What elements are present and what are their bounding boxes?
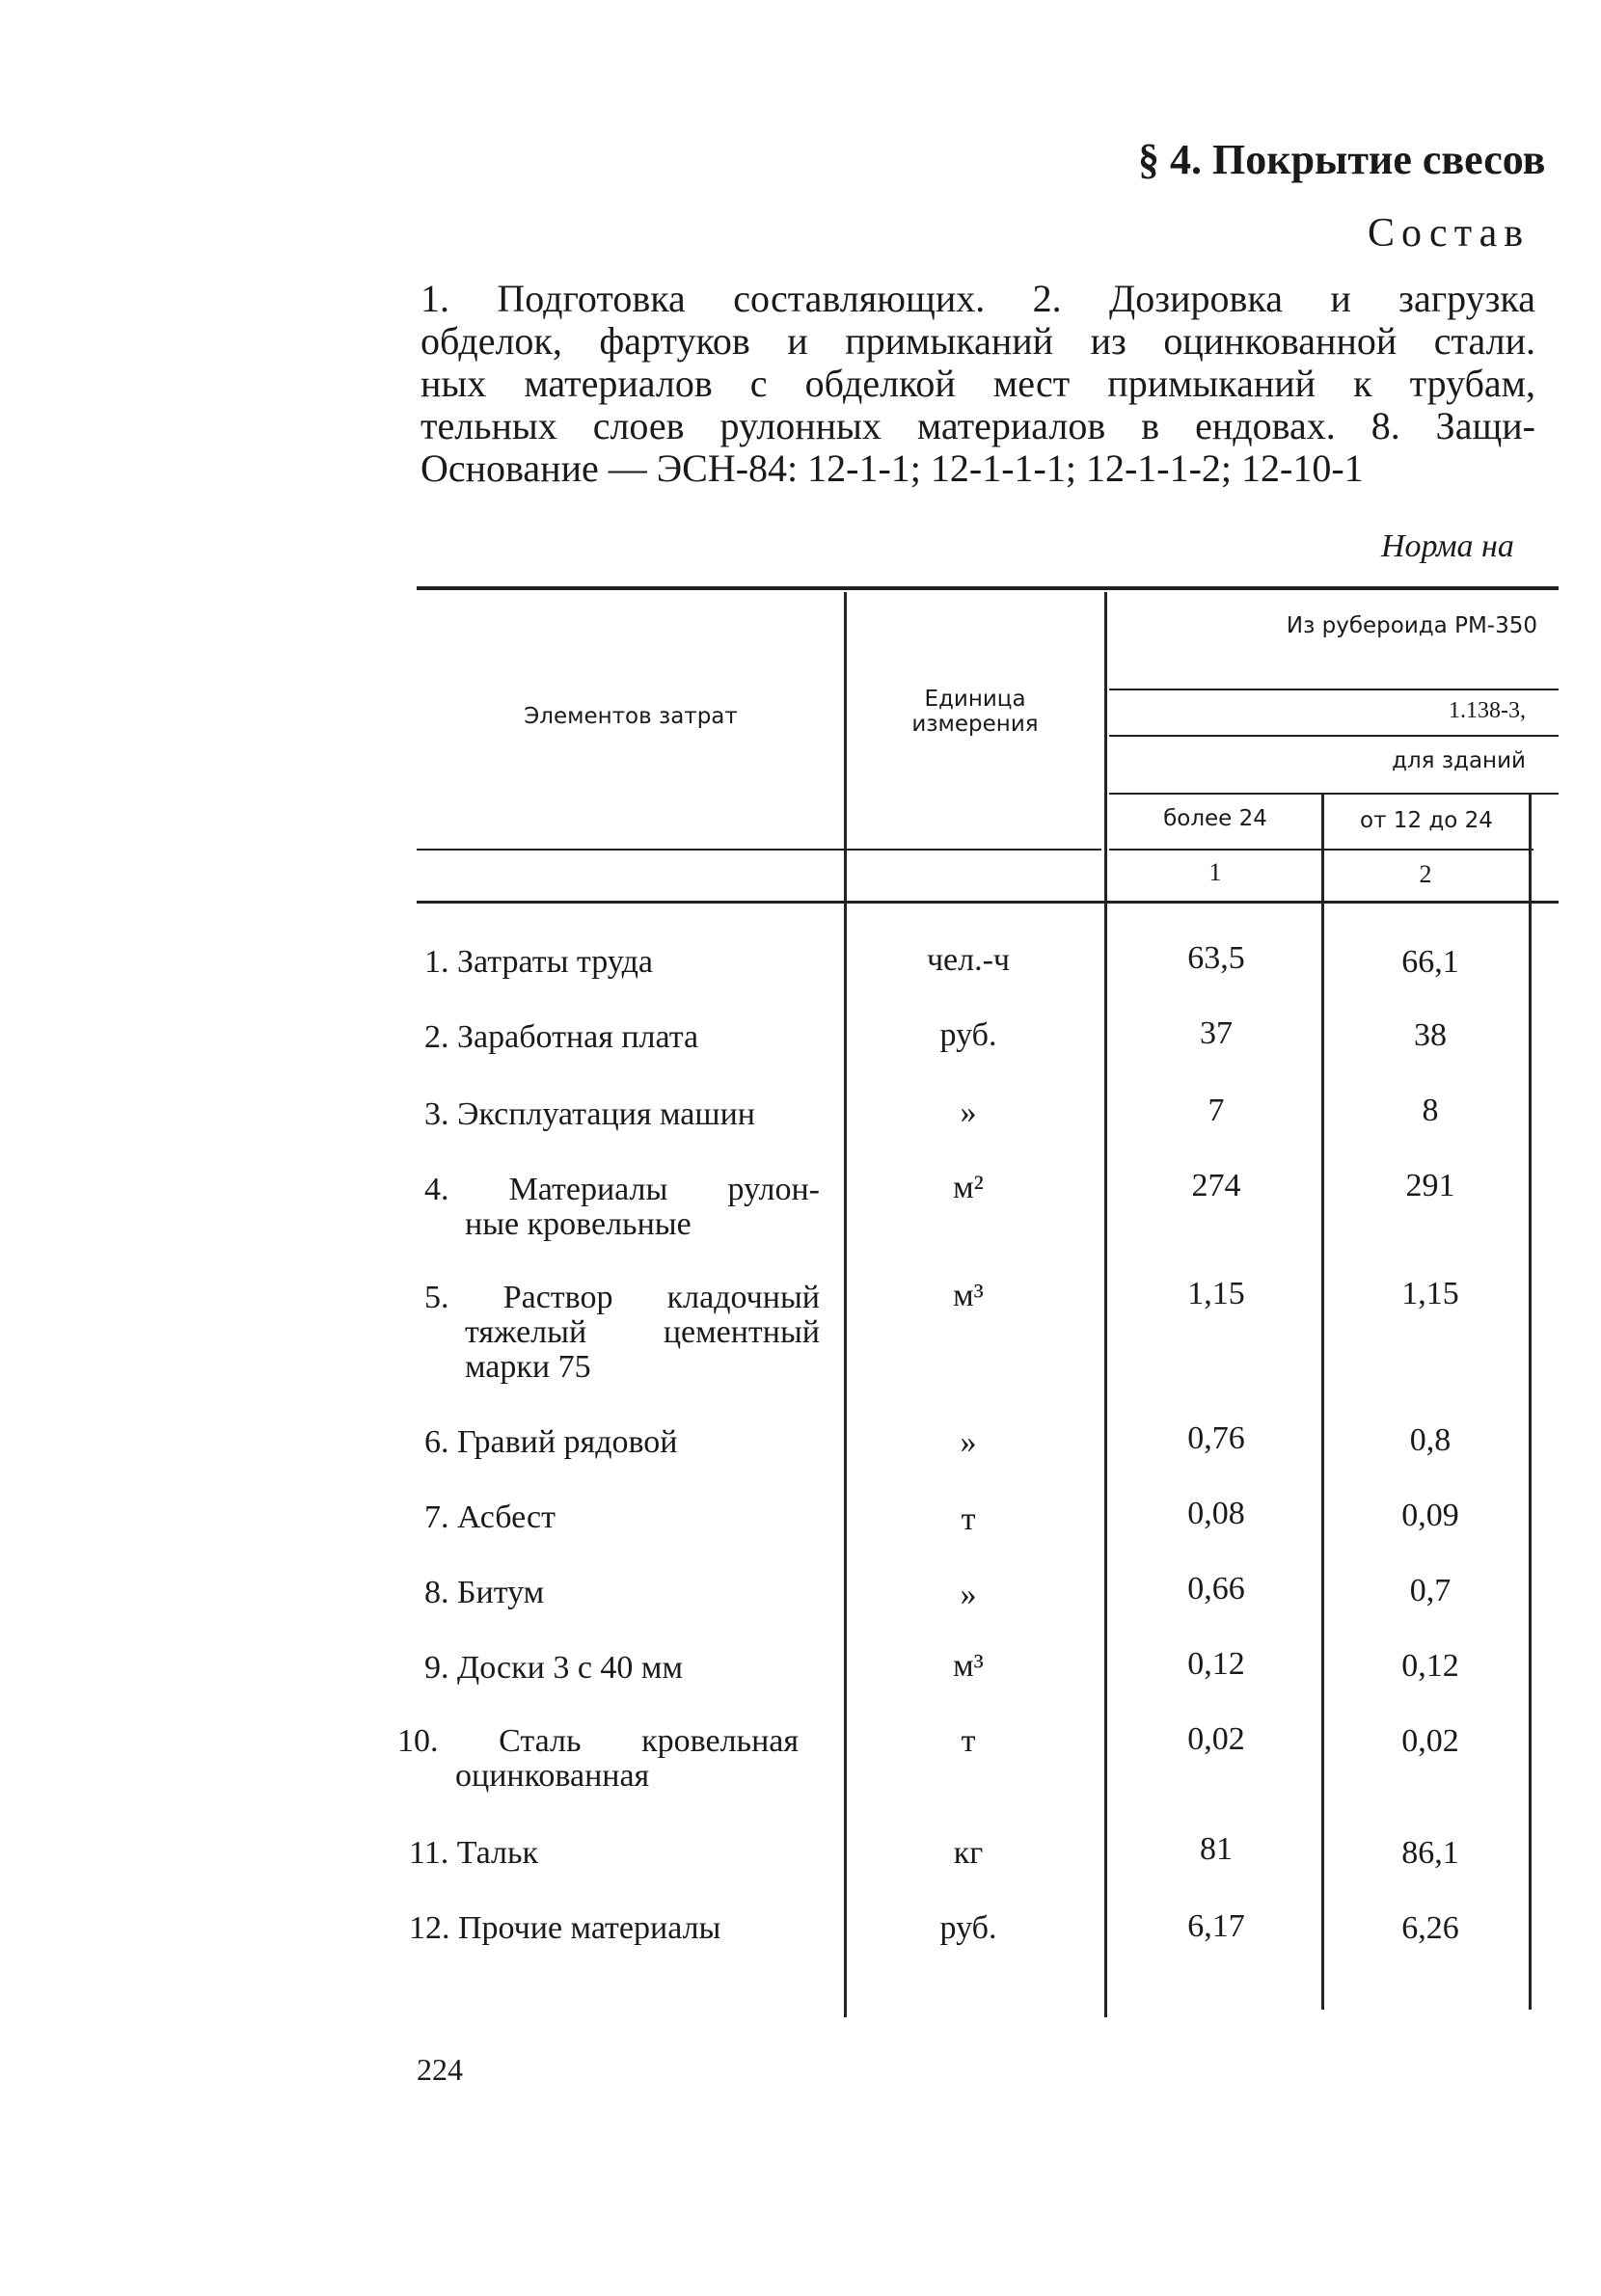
composition-line: ных материалов с обделкой мест примыканий к трубам, <box>421 362 1535 405</box>
header-code: 1.138-3, <box>1449 698 1526 723</box>
row-value-col2: 0,7 <box>1409 1573 1452 1608</box>
row-name <box>424 1097 820 1132</box>
row-unit: м³ <box>953 1648 984 1684</box>
header-for-buildings: для зданий <box>1392 748 1526 773</box>
row-value-col1: 0,08 <box>1187 1496 1245 1531</box>
row-value-col1: 0,76 <box>1187 1420 1245 1456</box>
row-name <box>424 1651 820 1686</box>
header-num2: 2 <box>1419 860 1432 888</box>
row-name-line: 12. Прочие материалы <box>409 1910 721 1946</box>
norm-label: Норма на <box>1381 528 1514 564</box>
row-value-col2: 38 <box>1414 1017 1447 1053</box>
row-value-col2: 0,8 <box>1409 1422 1452 1458</box>
row-name-line: 1. Затраты труда <box>424 944 654 980</box>
rule <box>1109 793 1559 795</box>
row-name <box>424 1173 820 1242</box>
row-value-col2: 0,12 <box>1401 1648 1459 1684</box>
row-name-line: 11. Тальк <box>409 1835 539 1871</box>
row-value-col1: 81 <box>1200 1831 1233 1867</box>
row-name-line: ные кровельные <box>465 1206 692 1242</box>
row-value-col2: 1,15 <box>1401 1276 1459 1311</box>
row-name <box>424 945 820 980</box>
row-name <box>424 1020 820 1055</box>
row-name <box>424 1500 820 1535</box>
row-unit: чел.-ч <box>926 942 1011 978</box>
row-unit: т <box>961 1723 976 1759</box>
row-value-col1: 274 <box>1191 1168 1241 1203</box>
rule <box>1109 689 1559 690</box>
row-name-line: 5. Раствор кладочный <box>424 1280 820 1315</box>
row-name-line: 10. Сталь кровельная <box>397 1723 799 1759</box>
composition-paragraph <box>421 278 1535 490</box>
row-value-col2: 0,09 <box>1401 1498 1459 1533</box>
header-unit-line2: измерения <box>911 712 1039 737</box>
composition-line: Основание — ЭСН-84: 12-1-1; 12-1-1-1; 12-1-1-2; 12-10-1 <box>421 446 1364 490</box>
column-divider <box>1104 592 1107 2017</box>
row-value-col2: 8 <box>1422 1093 1439 1128</box>
composition-heading: Состав <box>1368 211 1531 256</box>
row-unit: » <box>960 1094 977 1130</box>
rule <box>1109 735 1559 737</box>
row-name <box>424 1576 820 1610</box>
row-value-col2: 66,1 <box>1401 944 1459 980</box>
row-name <box>409 1836 804 1871</box>
row-value-col1: 0,66 <box>1187 1571 1245 1607</box>
row-value-col2: 86,1 <box>1401 1835 1459 1871</box>
row-unit: м³ <box>953 1278 984 1313</box>
row-name-line: 2. Заработная плата <box>424 1019 699 1055</box>
row-name <box>424 1281 820 1385</box>
row-unit: м² <box>953 1170 984 1205</box>
section-title: § 4. Покрытие свесов <box>1138 136 1546 183</box>
row-value-col1: 0,02 <box>1187 1721 1245 1757</box>
composition-line: тельных слоев рулонных материалов в ендовах. 8. Защи- <box>421 404 1535 447</box>
row-value-col2: 0,02 <box>1401 1723 1459 1759</box>
header-col1: более 24 <box>1163 806 1267 831</box>
rule <box>417 849 1101 851</box>
row-name <box>397 1724 799 1794</box>
row-name <box>424 1425 820 1460</box>
composition-line: обделок, фартуков и примыканий из оцинкованной стали. <box>421 319 1535 363</box>
header-num1: 1 <box>1208 858 1222 886</box>
row-unit: т <box>961 1501 976 1537</box>
row-name-line: марки 75 <box>465 1349 591 1385</box>
composition-line: 1. Подготовка составляющих. 2. Дозировка и загрузка <box>421 277 1535 320</box>
row-name-line: 9. Доски 3 с 40 мм <box>424 1650 683 1686</box>
header-col2: от 12 до 24 <box>1360 808 1493 833</box>
row-name-line: 6. Гравий рядовой <box>424 1424 678 1460</box>
row-unit: кг <box>953 1835 984 1871</box>
row-name-line: оцинкованная <box>455 1758 650 1794</box>
header-unit-line1: Единица <box>924 687 1026 712</box>
row-name-line: 4. Материалы рулон- <box>424 1172 820 1207</box>
row-value-col2: 291 <box>1405 1168 1455 1203</box>
row-value-col1: 1,15 <box>1187 1276 1245 1311</box>
row-name-line: 7. Асбест <box>424 1499 556 1535</box>
row-name-line: тяжелый цементный <box>465 1314 820 1350</box>
row-value-col2: 6,26 <box>1401 1910 1459 1946</box>
row-name-line: 3. Эксплуатация машин <box>424 1096 755 1132</box>
row-value-col1: 7 <box>1208 1093 1225 1128</box>
header-elements: Элементов затрат <box>524 704 738 729</box>
row-unit: руб. <box>939 1017 997 1053</box>
page-number: 224 <box>417 2052 463 2087</box>
header-bottom-rule <box>417 901 1559 904</box>
row-unit: » <box>960 1424 977 1460</box>
row-name <box>409 1911 804 1946</box>
row-value-col1: 0,12 <box>1187 1646 1245 1682</box>
row-value-col1: 37 <box>1200 1015 1233 1051</box>
row-name-line: 8. Битум <box>424 1575 545 1610</box>
row-value-col1: 63,5 <box>1187 940 1245 976</box>
table-top-rule <box>417 586 1559 590</box>
header-material: Из рубероида РМ-350 <box>1286 613 1537 638</box>
row-unit: руб. <box>939 1910 997 1946</box>
row-value-col1: 6,17 <box>1187 1908 1245 1944</box>
row-unit: » <box>960 1577 977 1612</box>
